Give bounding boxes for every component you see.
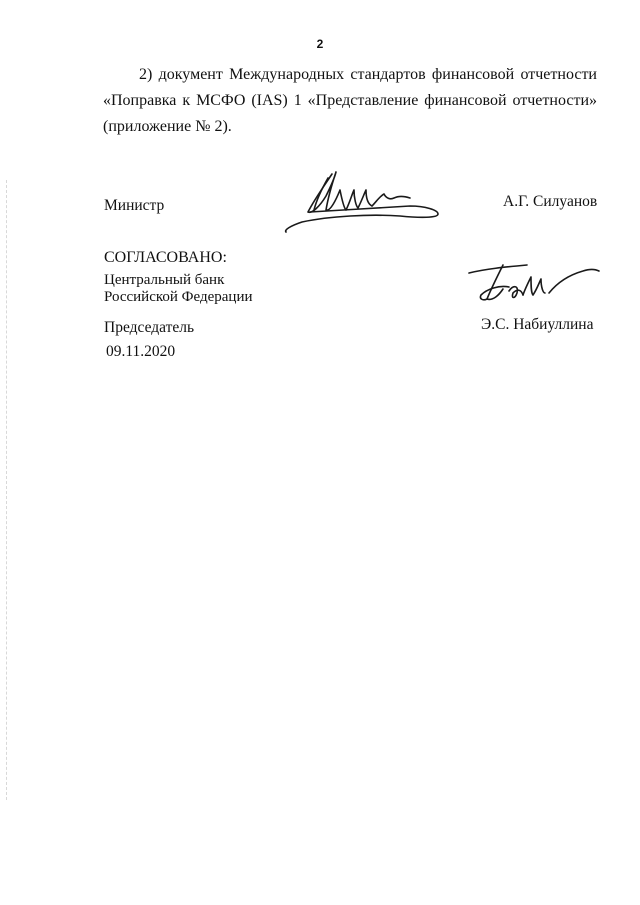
paragraph-line-3: (приложение № 2). — [103, 118, 232, 135]
minister-signature — [280, 160, 445, 240]
body-paragraph — [103, 62, 597, 140]
minister-title: Министр — [104, 197, 165, 214]
page-number: 2 — [316, 37, 324, 51]
chairman-signature — [465, 255, 605, 315]
minister-name: А.Г. Силуанов — [503, 193, 598, 210]
organization-line-1: Центральный банк — [104, 272, 225, 288]
scan-edge-artifact — [6, 180, 8, 800]
agreement-heading: СОГЛАСОВАНО: — [104, 249, 227, 266]
paragraph-line-2: «Поправка к МСФО (IAS) 1 «Представление финансовой отчетности» — [103, 92, 597, 109]
signing-date: 09.11.2020 — [106, 343, 176, 360]
chairman-position: Председатель — [104, 319, 195, 336]
paragraph-line-1: 2) документ Международных стандартов финансовой отчетности — [139, 66, 597, 83]
chairman-name: Э.С. Набиуллина — [481, 316, 594, 333]
organization-line-2: Российской Федерации — [104, 289, 253, 305]
